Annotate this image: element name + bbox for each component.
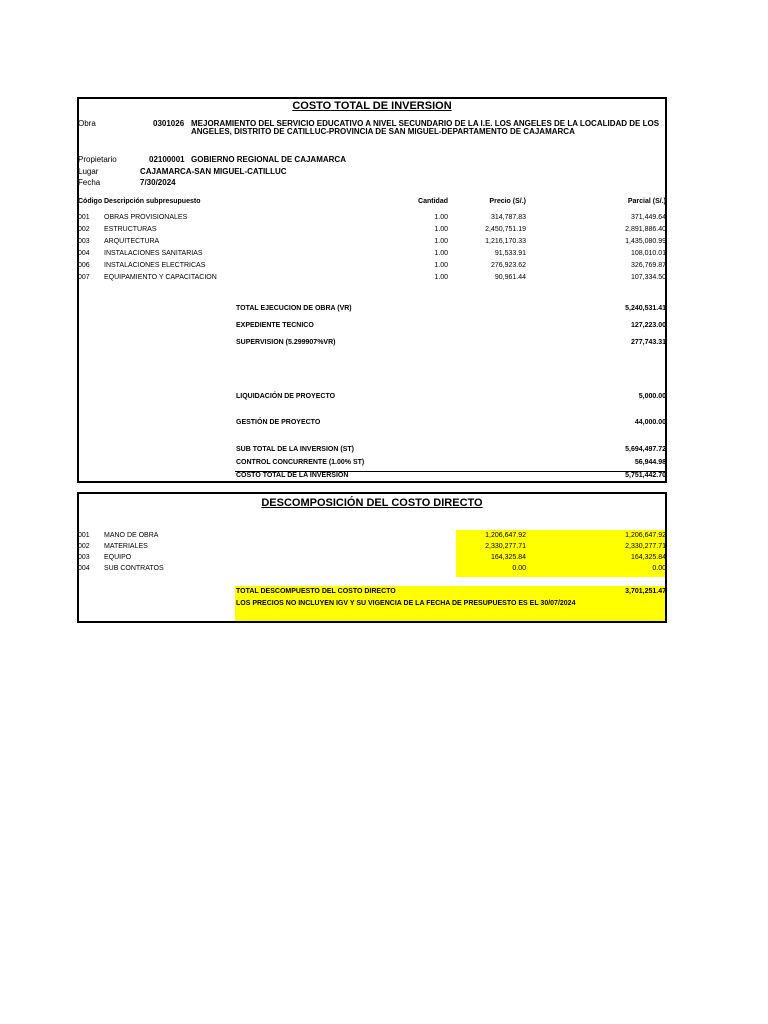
row-desc: EQUIPO — [104, 554, 132, 561]
total-descompuesto-label: TOTAL DESCOMPUESTO DEL COSTO DIRECTO — [236, 588, 396, 595]
row-qty: 1.00 — [434, 214, 448, 221]
obra-desc-line1: MEJORAMIENTO DEL SERVICIO EDUCATIVO A NIVEL SECUNDARIO DE LA I.E. LOS ANGELES DE LA LOCALIDAD DE LOS — [191, 119, 660, 128]
row-partial: 2,891,886.40 — [625, 226, 666, 233]
row-desc: MATERIALES — [104, 543, 148, 550]
row-partial: 0.00 — [652, 565, 666, 572]
row-desc: SUB CONTRATOS — [104, 565, 164, 572]
section2-title: DESCOMPOSICIÓN DEL COSTO DIRECTO — [261, 497, 483, 509]
row-amount: 2,330,277.71 — [485, 543, 526, 550]
gestion-value: 44,000.00 — [634, 419, 666, 426]
liquidacion-value: 5,000.00 — [638, 393, 666, 400]
supervision-value: 277,743.31 — [630, 339, 666, 346]
propietario-name: GOBIERNO REGIONAL DE CAJAMARCA — [191, 155, 346, 164]
row-code: 001 — [78, 214, 90, 221]
costo-total-label: COSTO TOTAL DE LA INVERSION — [236, 472, 349, 479]
liquidacion-label: LIQUIDACIÓN DE PROYECTO — [236, 393, 336, 400]
row-amount: 1,206,647.92 — [485, 532, 526, 539]
control-concurrente-value: 56,944.98 — [634, 459, 666, 466]
row-price: 91,533.91 — [494, 250, 526, 257]
row-qty: 1.00 — [434, 238, 448, 245]
lugar-label: Lugar — [78, 167, 99, 176]
propietario-label: Propietario — [78, 155, 117, 164]
row-desc: ESTRUCTURAS — [104, 226, 157, 233]
row-price: 90,961.44 — [494, 274, 526, 281]
row-code: 003 — [78, 554, 90, 561]
gestion-label: GESTIÓN DE PROYECTO — [236, 419, 321, 426]
row-desc: INSTALACIONES SANITARIAS — [104, 250, 203, 257]
row-code: 004 — [78, 565, 90, 572]
row-price: 276,923.62 — [490, 262, 526, 269]
total-descompuesto-value: 3,701,251.47 — [625, 588, 666, 595]
row-code: 004 — [78, 250, 90, 257]
total-ejecucion-value: 5,240,531.41 — [625, 305, 666, 312]
row-code: 006 — [78, 262, 90, 269]
row-desc: ARQUITECTURA — [104, 238, 160, 245]
header-descripcion: Descripción subpresupuesto — [104, 198, 201, 205]
row-code: 003 — [78, 238, 90, 245]
price-note: LOS PRECIOS NO INCLUYEN IGV Y SU VIGENCIA DE LA FECHA DE PRESUPUESTO ES EL 30/07/2024 — [236, 600, 576, 607]
row-code: 002 — [78, 543, 90, 550]
row-partial: 1,435,080.99 — [625, 238, 666, 245]
row-code: 007 — [78, 274, 90, 281]
fecha-label: Fecha — [78, 178, 101, 187]
row-price: 1,216,170.33 — [485, 238, 526, 245]
total-ejecucion-label: TOTAL EJECUCION DE OBRA (VR) — [236, 305, 352, 312]
fecha-value: 7/30/2024 — [140, 178, 176, 187]
supervision-label: SUPERVISION (5.299907%VR) — [236, 339, 336, 346]
expediente-value: 127,223.00 — [630, 322, 666, 329]
row-amount: 0.00 — [512, 565, 526, 572]
obra-desc-line2: ANGELES, DISTRITO DE CATILLUC-PROVINCIA DE SAN MIGUEL-DEPARTAMENTO DE CAJAMARCA — [191, 127, 575, 136]
row-qty: 1.00 — [434, 250, 448, 257]
row-code: 002 — [78, 226, 90, 233]
row-desc: OBRAS PROVISIONALES — [104, 214, 188, 221]
header-codigo: Código — [78, 198, 103, 205]
subtotal-value: 5,694,497.72 — [625, 446, 666, 453]
row-qty: 1.00 — [434, 274, 448, 281]
row-amount: 164,325.84 — [490, 554, 526, 561]
lugar-value: CAJAMARCA-SAN MIGUEL-CATILLUC — [140, 167, 287, 176]
row-desc: INSTALACIONES ELECTRICAS — [104, 262, 206, 269]
row-partial: 2,330,277.71 — [625, 543, 666, 550]
row-code: 001 — [78, 532, 90, 539]
row-price: 314,787.83 — [490, 214, 526, 221]
row-desc: MANO DE OBRA — [104, 532, 159, 539]
row-partial: 1,206,647.92 — [625, 532, 666, 539]
row-partial: 326,769.87 — [630, 262, 666, 269]
header-parcial: Parcial (S/.) — [627, 198, 666, 205]
header-cantidad: Cantidad — [418, 198, 448, 205]
control-concurrente-label: CONTROL CONCURRENTE (1.00% ST) — [236, 459, 365, 466]
row-partial: 371,449.64 — [630, 214, 666, 221]
section1-title: COSTO TOTAL DE INVERSION — [292, 100, 452, 112]
row-price: 2,450,751.19 — [485, 226, 526, 233]
row-partial: 108,010.01 — [630, 250, 666, 257]
row-qty: 1.00 — [434, 226, 448, 233]
subtotal-label: SUB TOTAL DE LA INVERSION (ST) — [236, 446, 354, 453]
row-desc: EQUIPAMIENTO Y CAPACITACION — [104, 274, 217, 281]
row-partial: 107,334.50 — [630, 274, 666, 281]
propietario-code: 02100001 — [149, 155, 185, 164]
obra-code: 0301026 — [153, 119, 185, 128]
header-precio: Precio (S/.) — [489, 198, 526, 205]
row-partial: 164,325.84 — [630, 554, 666, 561]
costo-total-value: 5,751,442.70 — [625, 472, 666, 479]
row-qty: 1.00 — [434, 262, 448, 269]
obra-label: Obra — [78, 119, 96, 128]
expediente-label: EXPEDIENTE TECNICO — [236, 322, 314, 329]
